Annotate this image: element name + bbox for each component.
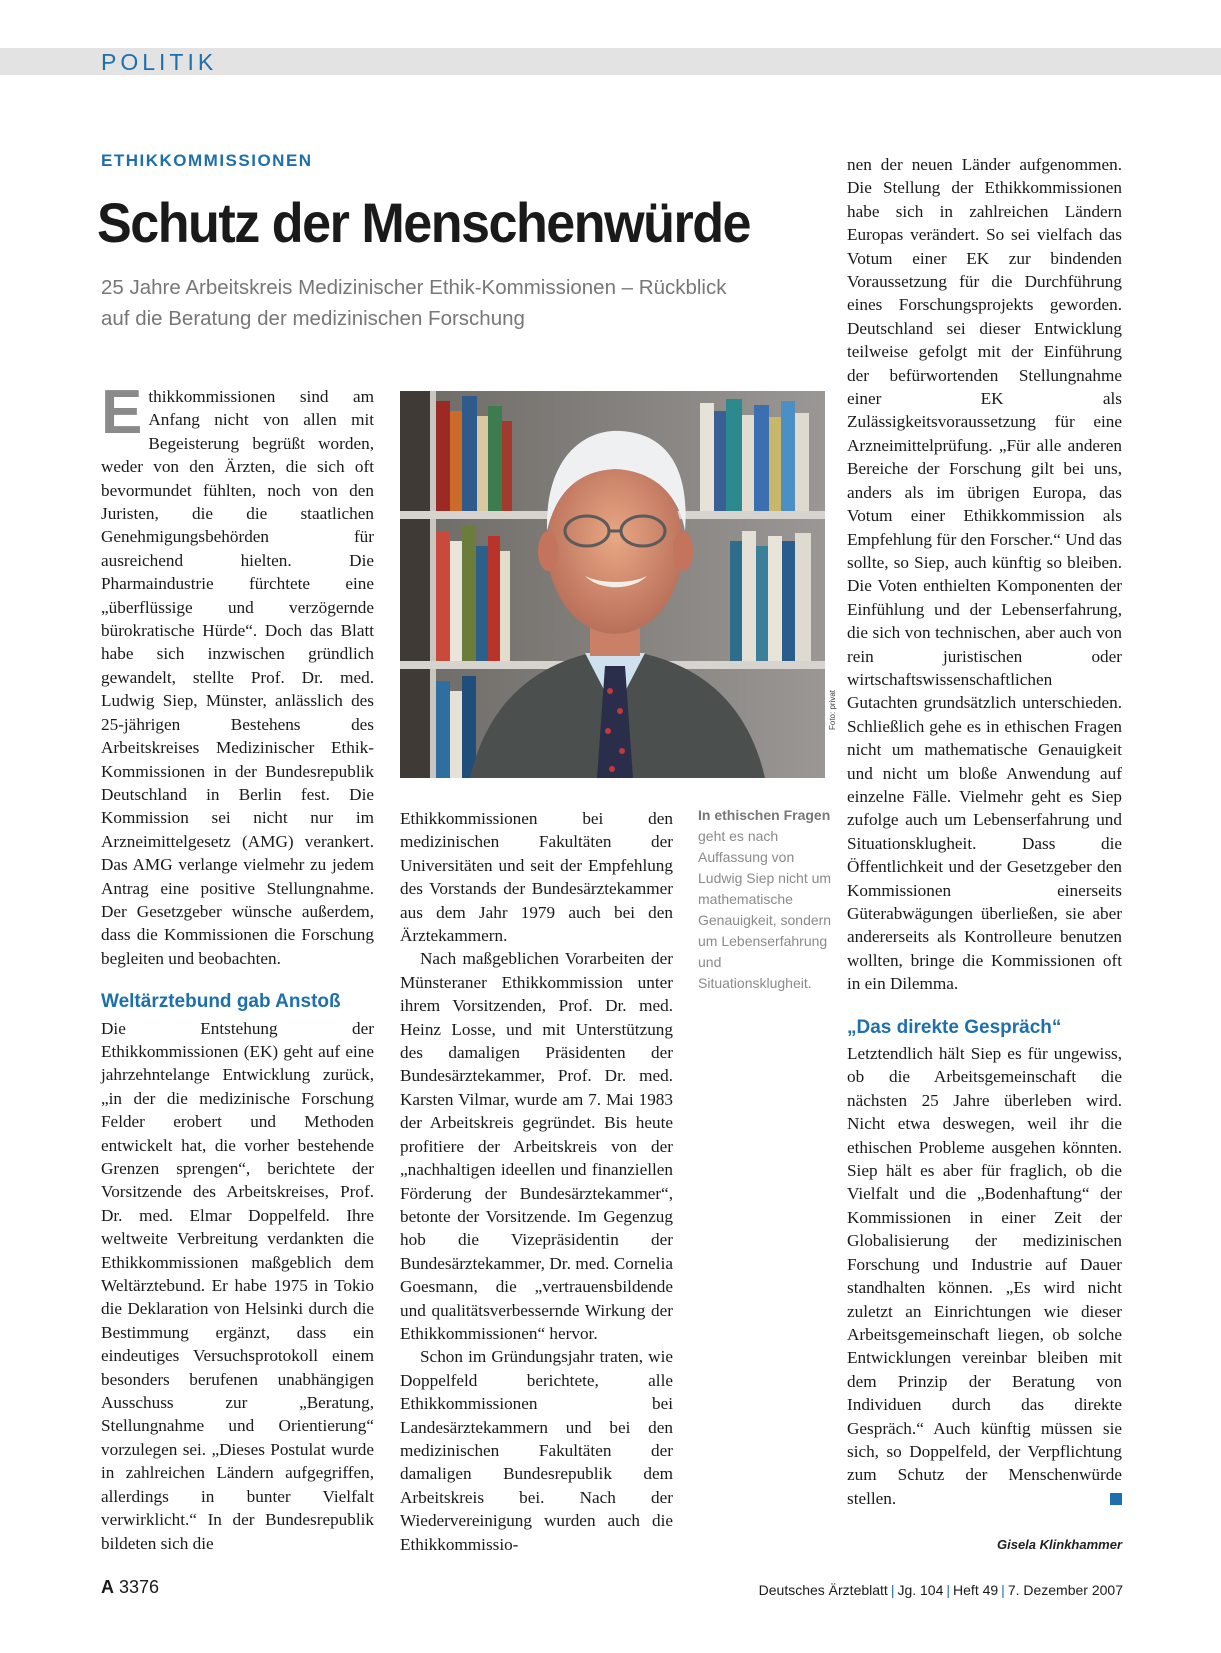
subheading: „Das direkte Gespräch“ [847, 1016, 1062, 1038]
paragraph: Ethikkommissionen bei den medizinischen Fakultäten der Universitäten und seit der Empfehlung des Vorstands der Bundesärztekammer aus dem Jahr 1979 auch bei den Ärztekammern. [400, 809, 673, 946]
text-column-1 [101, 378, 374, 1555]
date: 7. Dezember 2007 [1007, 1582, 1123, 1598]
issue: Heft 49 [953, 1582, 999, 1598]
subheading: Weltärztebund gab Anstoß [101, 991, 341, 1013]
volume: Jg. 104 [897, 1582, 944, 1598]
separator: | [1001, 1582, 1005, 1598]
journal-name: Deutsches Ärzteblatt [758, 1582, 888, 1598]
portrait-photo [400, 391, 825, 778]
paragraph: Schon im Gründungsjahr traten, wie Doppelfeld berichtete, alle Ethikkommissionen bei Landesärztekammern und bei den medizinischen Fakultäten der damaligen Bundesrepublik dem Arbeitskreis bei. Nach der Wiedervereinigung wurden auch die Ethikkommissio- [400, 1347, 673, 1554]
paragraph: Die Entstehung der Ethikkommissionen (EK) geht auf eine jahrzehntelange Entwicklung zurück, „in der die medizinische Forschung Felder erobert und Methoden entwickelt hat, die vorher bestehende Grenzen sprengen“, berichtete der Vorsitzende des Arbeitskreises, Prof. Dr. med. Elmar Doppelfeld. Ihre weltweite Verbreitung verdankten die Ethikkommissionen maßgeblich dem Weltärztebund. Er habe 1975 in Tokio die Deklaration von Helsinki durch die Bestimmung ergänzt, dass ein eindeutiges Versuchsprotokoll einem besonders berufenen unabhängigen Ausschuss zur „Beratung, Stellungnahme und Orientierung“ vorzulegen sei. „Dieses Postulat wurde in zahlreichen Ländern aufgegriffen, allerdings in bunter Vielfalt verwirklicht.“ In der Bundesrepublik bildeten sich die [101, 1018, 374, 1553]
paragraph: Nach maßgeblichen Vorarbeiten der Münsteraner Ethikkommission unter ihrem Vorsitzenden, Prof. Dr. med. Heinz Losse, und mit Unterstützung des damaligen Präsidenten der Bundesärztekammer, Prof. Dr. med. Karsten Vilmar, wurde am 7. Mai 1983 der Arbeitskreis gegründet. Bis heute profitiere der Arbeitskreis von der „nachhaltigen ideellen und finanziellen Förderung der Bundesärztekammer“, betonte der Vorsitzende. Im Gegenzug hob die Vizepräsidentin der Bundesärztekammer, Dr. med. Cornelia Goesmann, die „vertrauensbildende und qualitätsverbessernde Wirkung der Ethikkommissionen“ hervor. [400, 949, 673, 1343]
paragraph: Letztendlich hält Siep es für ungewiss, ob die Arbeitsgemeinschaft die nächsten 25 Jahre überleben wird. Nicht etwa deswegen, weil ihr die ethischen Probleme ausgehen könnten. Siep hält es aber für fraglich, ob die Vielfalt und die „Bodenhaftung“ der Kommissionen in einer Zeit der Globalisierung der medizinischen Forschung und Industrie auf Dauer standhalten können. „Es wird nicht zuletzt an Einrichtungen wie dieser Arbeitsgemeinschaft liegen, ob solche Entwicklungen vereinbar bleiben mit dem Prinzip der Beratung von Individuen durch das direkte Gespräch.“ Auch künftig müssen sie sich, so Doppelfeld, der Verpflichtung zum Schutz der Menschenwürde stellen. [847, 1044, 1122, 1508]
section-label: POLITIK [101, 49, 218, 75]
paragraph: nen der neuen Länder aufgenommen. Die Stellung der Ethikkommissionen habe sich in zahlreichen Ländern Europas verändert. So sei vielfach das Votum einer EK zur bindenden Voraussetzung für die Durchführung eines Forschungsprojekts geworden. Deutschland sei dieser Entwicklung teilweise gefolgt mit der Einführung der befürwortenden Stellungnahme einer EK als Zulässigkeitsvoraussetzung für eine Arzneimittelprüfung. „Für alle anderen Bereiche der Forschung gilt bei uns, anders als im übrigen Europa, das Votum einer Ethikkommission als Empfehlung für den Forscher.“ Und das sollte, so Siep, auch künftig so bleiben. Die Voten enthielten Komponenten der Einfühlung und der Lebenserfahrung, die sich von technischen, aber auch von rein juristischen oder wirtschaftswissenschaftlichen Gutachten grundsätzlich unterschieden. Schließlich gehe es in ethischen Fragen nicht um mathematische Genauigkeit und nicht um bloße Anwendung auf einzelne Fälle. Vielmehr geht es Siep zufolge auch um Lebenserfahrung und Situationsklugheit. Dass die Öffentlichkeit und der Gesetzgeber den Kommissionen einerseits Güterabwägungen überließen, sie aber andererseits als Kontrolleure benutzen wollten, bringe die Kommissionen oft in ein Dilemma. [847, 155, 1122, 994]
photo-credit: Foto: privat [828, 689, 837, 730]
article-title: Schutz der Menschenwürde [97, 191, 751, 254]
journal-footer [759, 1582, 1123, 1598]
page-number: A 3376 [101, 1577, 160, 1597]
drop-cap: E [101, 378, 143, 447]
text-column-2 [400, 807, 673, 1556]
author-name: Gisela Klinkhammer [997, 1537, 1122, 1552]
paragraph: Ethikkommissionen sind am Anfang nicht von allen mit Begeisterung begrüßt worden, weder von den Ärzten, die sich oft bevormundet fühlten, noch von den Juristen, die die staatlichen Genehmigungsbehörden für ausreichend hielten. Die Pharmaindustrie fürchtete eine „überflüssige und verzögernde bürokratische Hürde“. Doch das Blatt habe sich inzwischen gründlich gewandelt, stellte Prof. Dr. med. Ludwig Siep, Münster, anlässlich des 25-jährigen Bestehens des Arbeitskreises Medizinischer Ethik-Kommissionen in der Bundesrepublik Deutschland in Berlin fest. Die Kommission sei nicht nur im Arzneimittelgesetz (AMG) verankert. Das AMG verlange vielmehr zu jedem Antrag eine positive Stellungnahme. Der Gesetzgeber wünsche außerdem, dass die Kommissionen die Forschung begleiten und beobachten. [101, 378, 374, 968]
separator: | [890, 1582, 895, 1598]
end-mark-icon [1110, 1493, 1122, 1505]
photo-caption: In ethischen Fragen geht es nach Auffassung von Ludwig Siep nicht um mathematische Genauigkeit, sondern um Lebenserfahrung und Situationsklugheit. [698, 807, 832, 991]
article-kicker: ETHIKKOMMISSIONEN [101, 151, 313, 170]
text-column-3 [847, 153, 1122, 1510]
separator: | [946, 1582, 951, 1598]
article-subtitle: 25 Jahre Arbeitskreis Medizinischer Ethik-Kommissionen – Rückblick auf die Beratung der medizinischen Forschung [101, 276, 727, 330]
